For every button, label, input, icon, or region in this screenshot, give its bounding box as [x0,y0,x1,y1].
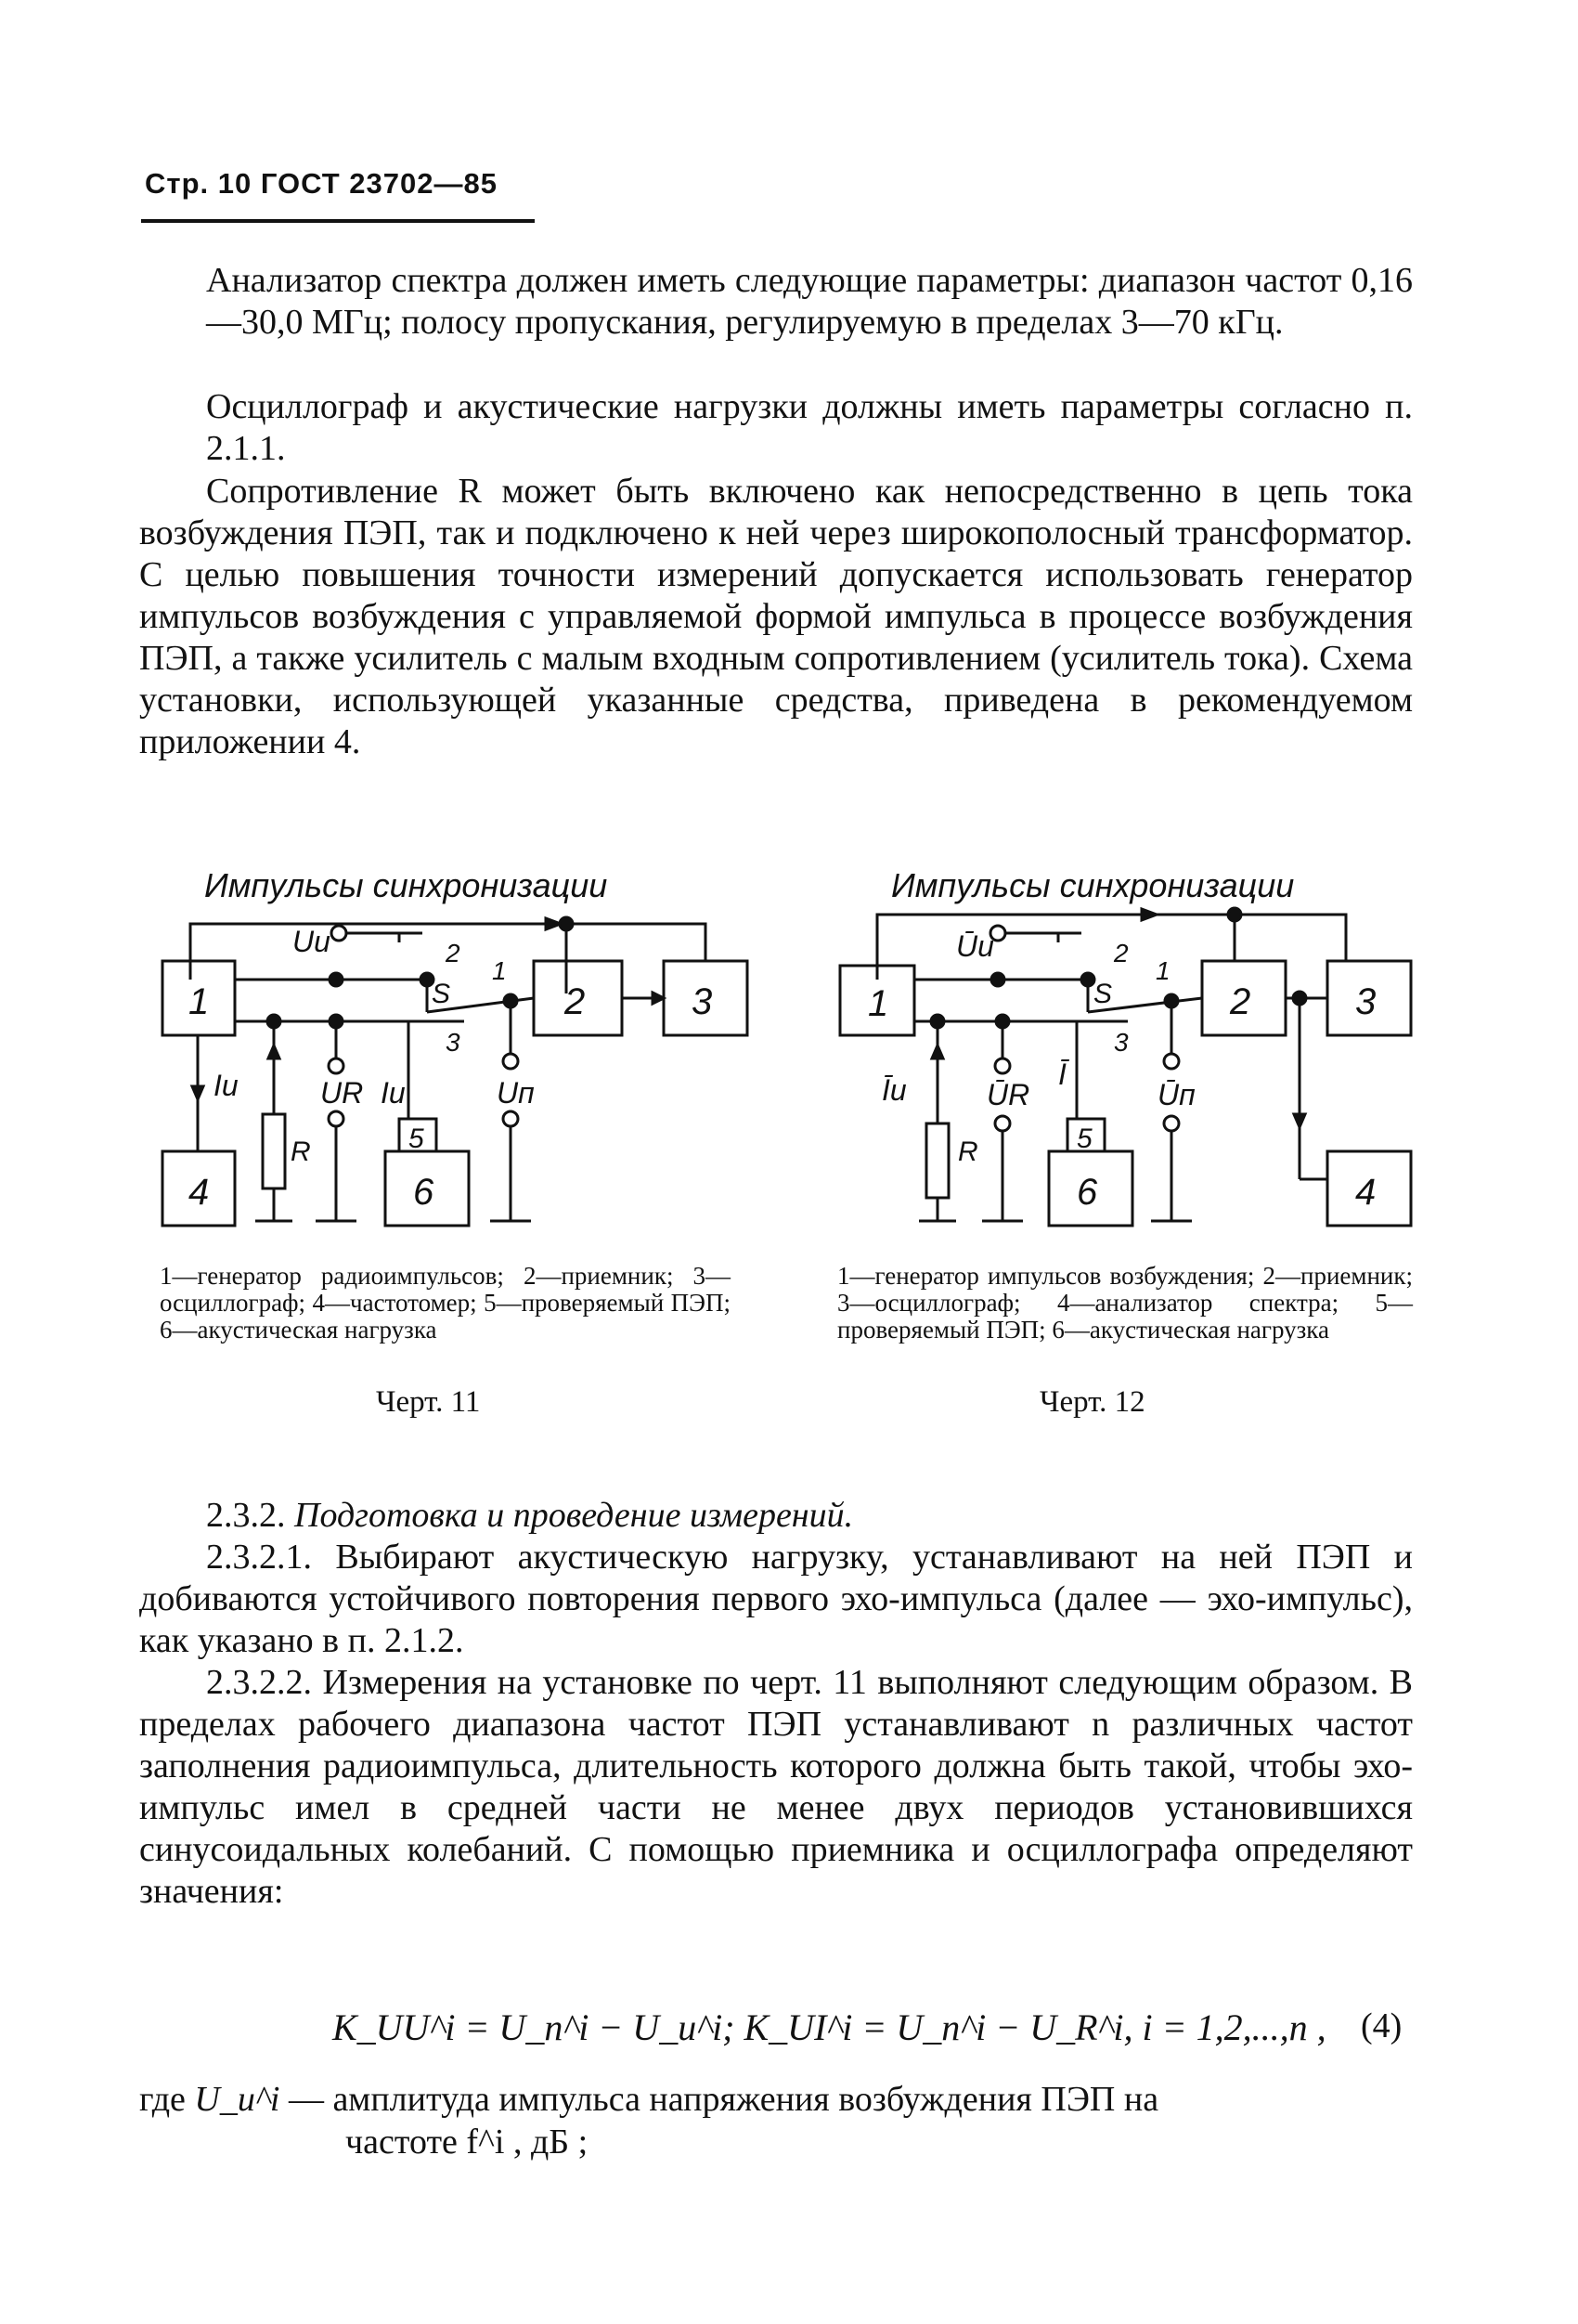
svg-text:2: 2 [564,981,586,1022]
svg-text:S: S [1093,979,1113,1009]
svg-text:4: 4 [1355,1172,1377,1213]
fig11-caption: 1—генератор радиоимпульсов; 2—приемник; 3—осциллограф; 4—частотомер; 5—проверяемый ПЭП; 6—акустическая нагрузка [160,1262,731,1344]
svg-text:Īи: Īи [882,1073,907,1107]
formula-4 [332,2006,1326,2049]
svg-text:UR: UR [320,1076,364,1110]
svg-text:3: 3 [446,1028,460,1057]
section-title: Подготовка и проведение измерений. [294,1496,854,1535]
svg-text:S: S [432,979,451,1009]
where-symbol: U_и^i [194,2080,280,2119]
svg-text:4: 4 [188,1172,210,1213]
svg-text:Ūи: Ūи [956,929,994,963]
svg-text:Ī: Ī [1058,1058,1067,1091]
fig11-number: Черт. 11 [376,1385,481,1419]
svg-text:6: 6 [413,1172,434,1213]
fig12-sync-label: Импульсы синхронизации [891,866,1295,904]
svg-text:3: 3 [1355,981,1377,1022]
section-paragraph-2: 2.3.2.2. Измерения на установке по черт. 11 выполняют следующим образом. В пределах рабочего диапазона частот ПЭП устанавливают n различных частот заполнения радиоимпульса, длительность которого должна быть такой, чтобы эхо-импульс имел в средней части не менее двух периодов установившихся синусоидальных колебаний. С помощью приемника и осциллографа определяют значения: [139,1663,1413,1911]
svg-text:6: 6 [1077,1172,1098,1213]
svg-text:ŪR: ŪR [987,1078,1030,1111]
svg-text:1: 1 [1156,956,1171,985]
svg-text:3: 3 [1114,1028,1129,1057]
formula-number: (4) [1361,2006,1403,2045]
svg-text:1: 1 [868,983,889,1024]
where-continuation: частоте f^i , дБ ; [345,2123,589,2162]
section-number: 2.3.2. [206,1496,286,1535]
intro-paragraph-1: Анализатор спектра должен иметь следующие параметры: диапазон частот 0,16—30,0 МГц; полосу пропускания, регулируемую в пределах 3—70 кГц. [206,261,1413,342]
svg-text:3: 3 [692,981,713,1022]
page-header: Стр. 10 ГОСТ 23702—85 [145,167,498,200]
fig11-sync-label: Импульсы синхронизации [204,866,608,904]
fig12-caption: 1—генератор импульсов возбуждения; 2—приемник; 3—осциллограф; 4—анализатор спектра; 5—проверяемый ПЭП; 6—акустическая нагрузка [837,1262,1413,1344]
where-line [139,2078,1158,2121]
where-definition: — амплитуда импульса напряжения возбуждения ПЭП на [288,2080,1159,2119]
svg-text:2: 2 [1114,939,1129,967]
svg-text:Iи: Iи [381,1076,406,1110]
section-paragraph-1: 2.3.2.1. Выбирают акустическую нагрузку, устанавливают на ней ПЭП и добиваются устойчивого повторения первого эхо-импульса (далее — эхо-импульс), как указано в п. 2.1.2. [139,1538,1413,1660]
formula-text: K_UU^i = U_п^i − U_и^i; K_UI^i = U_п^i − U_R^i, i = 1,2,...,n , [332,2006,1326,2048]
where-prefix: где [139,2080,186,2119]
section-heading [206,1495,853,1537]
svg-text:2: 2 [1230,981,1251,1022]
fig12-number: Черт. 12 [1040,1385,1145,1419]
svg-text:2: 2 [446,939,460,967]
svg-text:R: R [958,1136,978,1167]
svg-text:Uп: Uп [497,1076,535,1110]
svg-text:R: R [291,1136,311,1167]
svg-text:Ūп: Ūп [1158,1078,1196,1111]
intro-paragraph-2: Осциллограф и акустические нагрузки должны иметь параметры согласно п. 2.1.1. [206,387,1413,468]
svg-text:5: 5 [1077,1123,1093,1154]
intro-paragraph-3: Сопротивление R может быть включено как непосредственно в цепь тока возбуждения ПЭП, так и подключено к ней через широкополосный трансформатор. С целью повышения точности измерений допускается использовать генератор импульсов возбуждения с управляемой формой импульса в процессе возбуждения ПЭП, а также усилитель с малым входным сопротивлением (усилитель тока). Схема установки, использующей указанные средства, приведена в рекомендуемом приложении 4. [139,472,1413,761]
svg-text:Uи: Uи [292,925,330,958]
svg-text:1: 1 [492,956,507,985]
svg-text:1: 1 [188,981,210,1022]
svg-text:5: 5 [408,1123,424,1154]
svg-text:Iи: Iи [213,1069,239,1102]
